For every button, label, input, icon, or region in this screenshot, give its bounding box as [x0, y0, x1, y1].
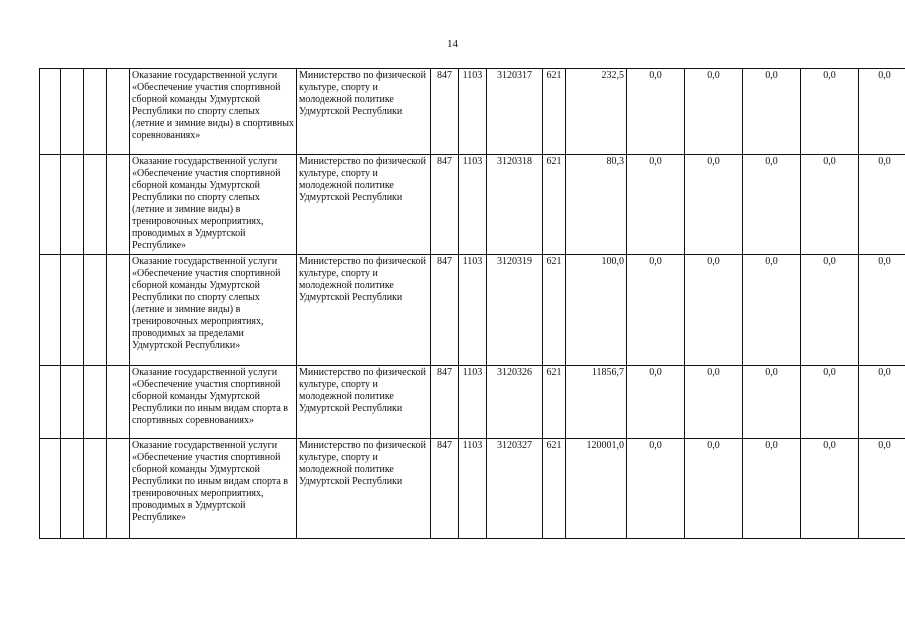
blank-cell: [61, 439, 84, 539]
ministry-name: Министерство по физической культуре, спорту и молодежной политике Удмуртской Республики: [297, 255, 431, 366]
value-cell: 0,0: [627, 439, 685, 539]
value-cell: 0,0: [743, 255, 801, 366]
target-article-code: 3120318: [487, 155, 543, 255]
blank-cell: [40, 69, 61, 155]
blank-cell: [84, 366, 107, 439]
value-cell: 0,0: [627, 255, 685, 366]
value-cell: 0,0: [801, 366, 859, 439]
value-cell: 0,0: [627, 69, 685, 155]
value-cell: 0,0: [743, 366, 801, 439]
section-code: 1103: [459, 255, 487, 366]
grbs-code: 847: [431, 366, 459, 439]
service-name: Оказание государственной услуги «Обеспечение участия спортивной сборной команды Удмуртской Республики по иным видам спорта в тренировочных мероприятиях, проводимых в Удмуртской Республике»: [130, 439, 297, 539]
page-number: 14: [447, 38, 458, 50]
grbs-code: 847: [431, 69, 459, 155]
target-article-code: 3120319: [487, 255, 543, 366]
table-row: [40, 255, 905, 366]
section-code: 1103: [459, 69, 487, 155]
table-row: [40, 366, 905, 439]
target-article-code: 3120327: [487, 439, 543, 539]
table-row: [40, 439, 905, 539]
service-name: Оказание государственной услуги «Обеспечение участия спортивной сборной команды Удмуртской Республики по спорту слепых (летние и зимние виды) в тренировочных мероприятиях, проводимых в Удмуртской Республике»: [130, 155, 297, 255]
blank-cell: [84, 439, 107, 539]
value-cell: 0,0: [743, 69, 801, 155]
amount: 100,0: [566, 255, 627, 366]
amount: 11856,7: [566, 366, 627, 439]
value-cell: 0,0: [627, 366, 685, 439]
blank-cell: [61, 255, 84, 366]
section-code: 1103: [459, 366, 487, 439]
service-name: Оказание государственной услуги «Обеспечение участия спортивной сборной команды Удмуртской Республики по спорту слепых (летние и зимние виды) в тренировочных мероприятиях, проводимых за пределами Удмуртской Республики»: [130, 255, 297, 366]
ministry-name: Министерство по физической культуре, спорту и молодежной политике Удмуртской Республики: [297, 439, 431, 539]
amount: 80,3: [566, 155, 627, 255]
section-code: 1103: [459, 439, 487, 539]
table-row: [40, 69, 905, 155]
blank-cell: [107, 155, 130, 255]
value-cell: 0,0: [685, 366, 743, 439]
target-article-code: 3120317: [487, 69, 543, 155]
value-cell: 0,0: [859, 69, 905, 155]
value-cell: 0,0: [801, 155, 859, 255]
ministry-name: Министерство по физической культуре, спорту и молодежной политике Удмуртской Республики: [297, 69, 431, 155]
blank-cell: [107, 69, 130, 155]
value-cell: 0,0: [685, 69, 743, 155]
blank-cell: [61, 69, 84, 155]
target-article-code: 3120326: [487, 366, 543, 439]
blank-cell: [40, 255, 61, 366]
value-cell: 0,0: [801, 69, 859, 155]
expense-type-code: 621: [543, 439, 566, 539]
service-name: Оказание государственной услуги «Обеспечение участия спортивной сборной команды Удмуртской Республики по иным видам спорта в спортивных соревнованиях»: [130, 366, 297, 439]
value-cell: 0,0: [627, 155, 685, 255]
value-cell: 0,0: [859, 366, 905, 439]
value-cell: 0,0: [859, 155, 905, 255]
section-code: 1103: [459, 155, 487, 255]
service-name: Оказание государственной услуги «Обеспечение участия спортивной сборной команды Удмуртской Республики по спорту слепых (летние и зимние виды) в спортивных соревнованиях»: [130, 69, 297, 155]
amount: 232,5: [566, 69, 627, 155]
ministry-name: Министерство по физической культуре, спорту и молодежной политике Удмуртской Республики: [297, 366, 431, 439]
table-row: [40, 155, 905, 255]
expense-type-code: 621: [543, 255, 566, 366]
value-cell: 0,0: [801, 255, 859, 366]
amount: 120001,0: [566, 439, 627, 539]
value-cell: 0,0: [685, 155, 743, 255]
expense-type-code: 621: [543, 69, 566, 155]
value-cell: 0,0: [685, 439, 743, 539]
blank-cell: [61, 366, 84, 439]
blank-cell: [84, 69, 107, 155]
expense-type-code: 621: [543, 366, 566, 439]
value-cell: 0,0: [743, 155, 801, 255]
blank-cell: [40, 155, 61, 255]
value-cell: 0,0: [801, 439, 859, 539]
expense-type-code: 621: [543, 155, 566, 255]
grbs-code: 847: [431, 155, 459, 255]
blank-cell: [107, 366, 130, 439]
budget-table: [39, 68, 905, 539]
value-cell: 0,0: [743, 439, 801, 539]
blank-cell: [107, 439, 130, 539]
blank-cell: [84, 155, 107, 255]
value-cell: 0,0: [859, 439, 905, 539]
grbs-code: 847: [431, 255, 459, 366]
blank-cell: [61, 155, 84, 255]
grbs-code: 847: [431, 439, 459, 539]
ministry-name: Министерство по физической культуре, спорту и молодежной политике Удмуртской Республики: [297, 155, 431, 255]
blank-cell: [84, 255, 107, 366]
value-cell: 0,0: [685, 255, 743, 366]
value-cell: 0,0: [859, 255, 905, 366]
blank-cell: [40, 366, 61, 439]
blank-cell: [40, 439, 61, 539]
blank-cell: [107, 255, 130, 366]
